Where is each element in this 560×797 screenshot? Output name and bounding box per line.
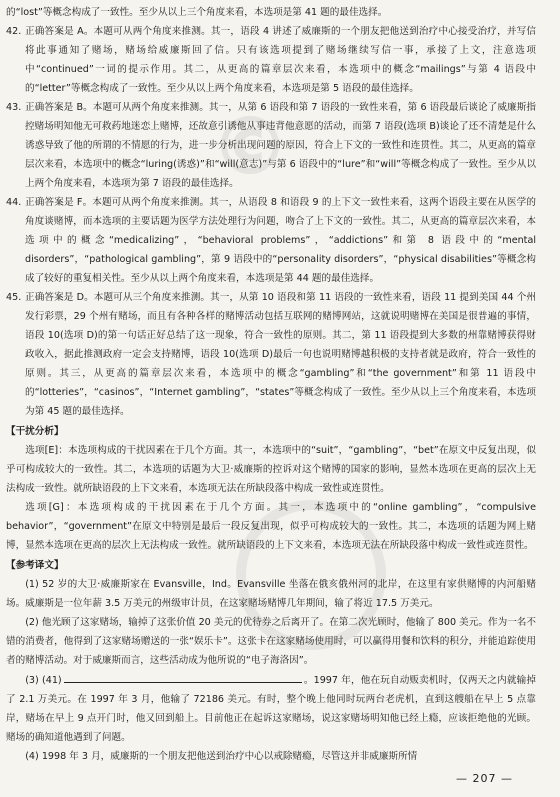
page-number: — 207 — xyxy=(456,772,513,785)
distractor-paragraph-e: 选项[E]：本选项构成的干扰因素在于几个方面。其一，本选项中的“suit”，“gambling”，“bet”在原文中反复出现，似乎可构成较大的一致性。其二，本选项的话题为大卫·威廉斯的控诉对这个赌博的国家的影响，显然本选项在更高的层次上无法构成一致性。就所缺语段的上下文来看，本选项无法在所缺段落中构成一致性或连贯性。 xyxy=(6,445,536,494)
intro-paragraph: 的“lost”等概念构成了一致性。至少从以上三个角度来看，本选项是第 41 题的最佳选择。 xyxy=(6,7,388,18)
answer-text: 正确答案是 A。本题可从两个角度来推测。其一，语段 4 讲述了威廉斯的一个朋友把他送到治疗中心接受治疗，并写信将此事通知了赌场，赌场给威廉斯回了信。只有该选项提到了赌场继续写信一事，承接了上文，注意选项中“continued”一词的提示作用。其二，从更高的篇章层次来看，本选项中的概念“mailings”与第 4 语段中的“letter”等概念构成了一致性。至少从以上两个角度来看，本选项是第 5 语段的最佳选择。 xyxy=(25,26,536,94)
translation-paragraph-1: (1) 52 岁的大卫·威廉斯家在 Evansville，Ind。Evansville 坐落在俄亥俄州河的北岸，在这里有家供赌博的内河船赌场。威廉斯是一位年薪 3.5 万美元的州级审计员，在这家赌场赌博几年期间，输了将近 17.5 万美元。 xyxy=(6,579,536,609)
answer-item-43 xyxy=(6,98,536,193)
translation-paragraph-4: (4) 1998 年 3 月，威廉斯的一个朋友把他送到治疗中心以戒除赌瘾，尽管这并非威廉斯所情 xyxy=(25,751,418,762)
answer-item-42 xyxy=(6,22,536,98)
answer-item-44 xyxy=(6,193,536,288)
translation-paragraph-3-label: (3) (41) xyxy=(25,675,62,686)
page-content xyxy=(6,3,536,766)
distractor-paragraph-g: 选项[G]：本选项构成的干扰因素在于几个方面。其一，本选项中的“online gambling”，“compulsive behavior”，“government”在原文中特别是最后一段反复出现，似乎可构成较大的一致性。其二，本选项的话题为网上赌博，显然本选项在更高的层次上无法构成一致性。就所缺语段的上下文来看，本选项无法在所缺段落中构成一致性或连贯性。 xyxy=(6,502,536,551)
translation-paragraph-3-text: 。1997 年，他在玩自动贩卖机时，仅两天之内就输掉了 2.1 万美元。在 1997 年 3 月，他输了 72186 美元。有时，整个晚上他同时玩两台老虎机，直到这艘船在早上 5 点靠岸，赌场在早上 9 点开门时，他又回到船上。目前他正在起诉这家赌场，说这家赌场明知他已经上瘾，应该拒绝他的光顾。赌场的确知道他遇到了问题。 xyxy=(6,675,536,743)
answer-text: 正确答案是 D。本题可从三个角度来推测。其一，从第 10 语段和第 11 语段的一致性来看，语段 11 提到美国 44 个州发行彩票，29 个州有赌场，而且有各种各样的赌博活动包括互联网的赌博网站，这就说明赌博在美国是很普遍的事情，语段 10(选项 D)的第一句话正好总结了这一现象，符合一致性的原则。其二，第 11 语段提到大多数的州靠赌博获得财政收入，据此推测政府一定会支持赌博，语段 10(选项 D)最后一句也说明赌博越积极的支持者就是政府，符合一致性的原则。其三，从更高的篇章层次来看，本选项中的概念“gambling”和“the government”和第 11 语段中的“lotteries”，“casinos”，“Internet gambling”，“states”等概念构成了一致性。至少从以上三个角度来看，本选项为第 45 题的最佳选择。 xyxy=(25,292,536,417)
watermark: © xyxy=(210,100,290,193)
translation-paragraph-2: (2) 他光顾了这家赌场，输掉了这张价值 20 美元的优待券之后离开了。在第二次光顾时，他输了 800 美元。作为一名不错的消费者，他得到了这家赌场赠送的一张“娱乐卡”。这张卡在这家赌场使用时，可以赢得用餐和饮料的积分，并能追踪使用者的赌博活动。对于威廉斯而言，这些活动成为他所说的“电子海洛因”。 xyxy=(6,617,536,666)
distractor-heading: 【干扰分析】 xyxy=(6,426,64,437)
answer-number: 42. xyxy=(6,26,22,37)
answer-number: 43. xyxy=(6,102,22,113)
translation-paragraph-3 xyxy=(6,670,536,747)
answer-number: 45. xyxy=(6,292,22,303)
answer-text: 正确答案是 B。本题可从两个角度来推测。其一，从第 6 语段和第 7 语段的一致性来看，第 6 语段最后谈论了威廉斯指控赌场明知他无可救药地迷恋上赌博，还故意引诱他从事违背他意愿的活动，而第 7 语段(选项 B)谈论了还不清楚是什么诱惑导致了他的所谓的不情愿的行为，进一步分析出现问题的原因，符合上下文的一致性和连贯性。其二，从更高的篇章层次来看，本选项中的概念“luring(诱惑)”和“will(意志)”与第 6 语段中的“lure”和“will”等概念构成了一致性。至少从以上两个角度来看，本选项为第 7 语段的最佳选择。 xyxy=(25,102,536,189)
answer-item-45 xyxy=(6,288,536,421)
translation-heading: 【参考译文】 xyxy=(6,560,64,571)
answer-text: 正确答案是 F。本题可从两个角度来推测。其一，从语段 8 和语段 9 的上下文一致性来看，这两个语段主要在从医学的角度谈赌博，而本选项的主要话题为医学方法处理行为问题，吻合了上下文的一致性。其二，从更高的篇章层次来看，本选项中的概念“medicalizing”，“behavioral problems”，“addictions”和第 8 语段中的“mental disorders”，“pathological gambling”，第 9 语段中的“personality disorders”，“physical disabilities”等概念构成了较好的重复相关性。至少从以上两个角度来看，本选项是第 44 题的最佳选择。 xyxy=(25,197,536,284)
answer-blank xyxy=(64,670,302,683)
answer-number: 44. xyxy=(6,197,22,208)
